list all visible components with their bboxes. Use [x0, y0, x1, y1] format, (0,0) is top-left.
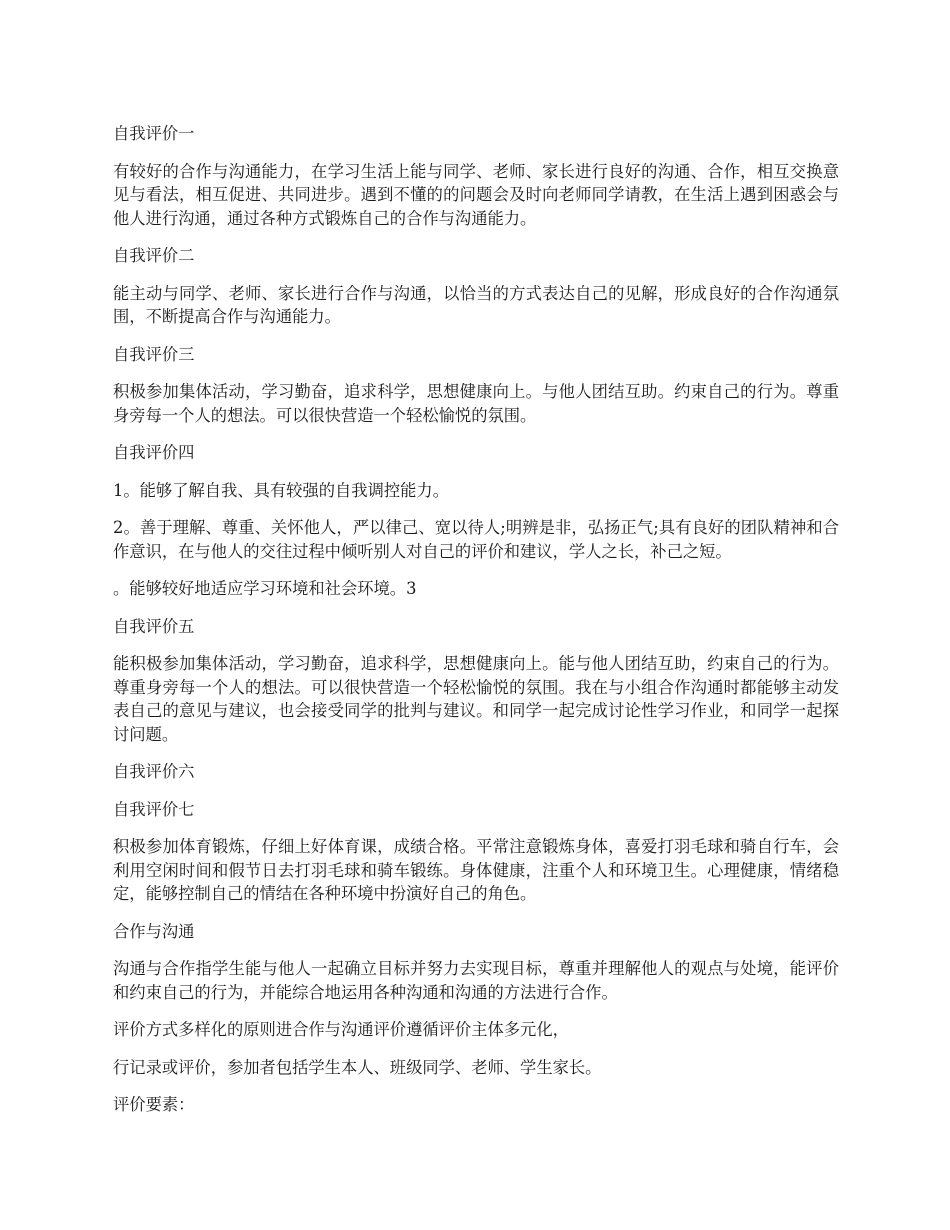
- list-item: 。能够较好地适应学习环境和社会环境。3: [113, 579, 417, 598]
- document-body: [113, 122, 839, 1131]
- body-paragraph: 能积极参加集体活动，学习勤奋，追求科学，思想健康向上。能与他人团结互助，约束自己的行为。尊重身旁每一个人的想法。可以很快营造一个轻松愉悦的氛围。我在与小组合作沟通时都能够主动发表自己的意见与建议，也会接受同学的批判与建议。和同学一起完成讨论性学习作业，和同学一起探讨问题。: [113, 654, 839, 744]
- body-paragraph: 沟通与合作指学生能与他人一起确立目标并努力去实现目标，尊重并理解他人的观点与处境，能评价和约束自己的行为，并能综合地运用各种沟通和沟通的方法进行合作。: [113, 959, 839, 1002]
- body-paragraph: 评价方式多样化的原则进合作与沟通评价遵循评价主体多元化，: [113, 1020, 569, 1039]
- section-heading: 评价要素：: [113, 1095, 195, 1114]
- section-heading: 自我评价五: [113, 616, 195, 636]
- body-paragraph: 能主动与同学、老师、家长进行合作与沟通，以恰当的方式表达自己的见解，形成良好的合作沟通氛围，不断提高合作与沟通能力。: [113, 283, 839, 326]
- section-heading: 自我评价四: [113, 443, 195, 462]
- list-item: 2。善于理解、尊重、关怀他人，严以律己、宽以待人;明辨是非，弘扬正气;具有良好的团队精神和合作意识，在与他人的交往过程中倾听别人对自己的评价和建议，学人之长，补己之短。: [113, 518, 839, 561]
- body-paragraph: 积极参加体育锻炼，仔细上好体育课，成绩合格。平常注意锻炼身体，喜爱打羽毛球和骑自行车，会利用空闲时间和假节日去打羽毛球和骑车锻练。身体健康，注重个人和环境卫生。心理健康，情绪稳定，能够控制自己的情结在各种环境中扮演好自己的角色。: [113, 837, 839, 903]
- section-heading: 自我评价六: [113, 762, 195, 781]
- list-item: 1。能够了解自我、具有较强的自我调控能力。: [113, 480, 449, 500]
- body-paragraph: 积极参加集体活动，学习勤奋，追求科学，思想健康向上。与他人团结互助。约束自己的行为。尊重身旁每一个人的想法。可以很快营造一个轻松愉悦的氛围。: [113, 382, 839, 425]
- section-heading: 自我评价三: [113, 344, 195, 364]
- section-heading: 自我评价七: [113, 799, 195, 819]
- body-paragraph: 有较好的合作与沟通能力，在学习生活上能与同学、老师、家长进行良好的沟通、合作，相互交换意见与看法，相互促进、共同进步。遇到不懂的的问题会及时向老师同学请教，在生活上遇到困惑会与他人进行沟通，通过各种方式锻炼自己的合作与沟通能力。: [113, 161, 839, 228]
- section-heading: 自我评价二: [113, 246, 195, 265]
- body-paragraph: 行记录或评价，参加者包括学生本人、班级同学、老师、学生家长。: [113, 1057, 602, 1077]
- section-heading: 合作与沟通: [113, 921, 195, 941]
- section-heading: 自我评价一: [113, 124, 195, 143]
